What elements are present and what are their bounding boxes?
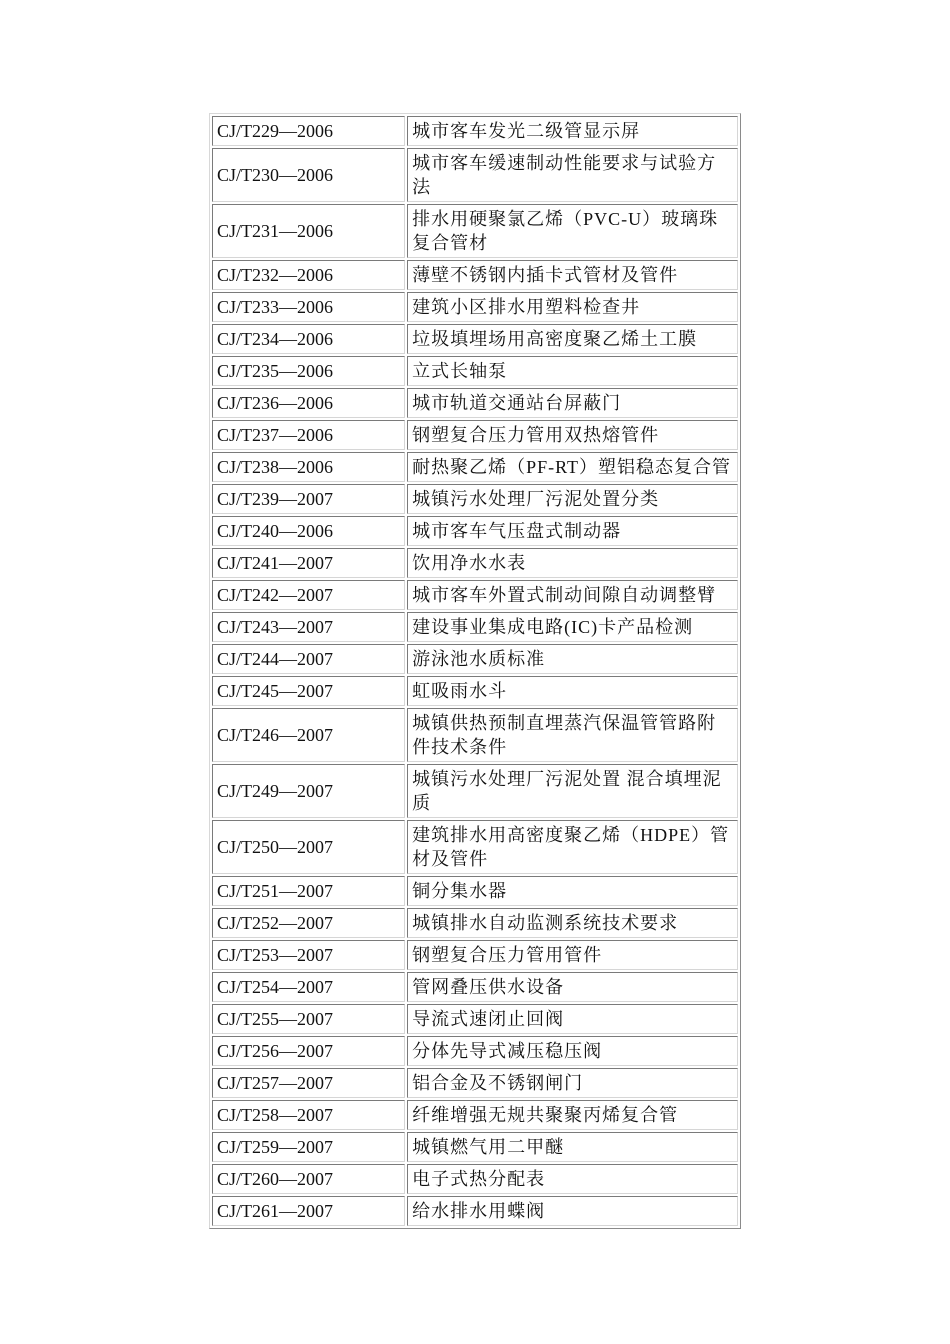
- standard-code-cell: CJ/T234—2006: [212, 324, 405, 354]
- standard-code-cell: CJ/T258—2007: [212, 1100, 405, 1130]
- standard-code-cell: CJ/T254—2007: [212, 972, 405, 1002]
- standard-code-cell: CJ/T244—2007: [212, 644, 405, 674]
- standard-code-cell: CJ/T232—2006: [212, 260, 405, 290]
- standard-title-cell: 城镇排水自动监测系统技术要求: [407, 908, 738, 938]
- standard-code-cell: CJ/T250—2007: [212, 820, 405, 874]
- standard-title-cell: 城市客车缓速制动性能要求与试验方法: [407, 148, 738, 202]
- standards-table-body: [212, 116, 738, 1226]
- standard-title-cell: 耐热聚乙烯（PF-RT）塑铝稳态复合管: [407, 452, 738, 482]
- standard-code-cell: CJ/T240—2006: [212, 516, 405, 546]
- table-row: [212, 356, 738, 386]
- standard-title-cell: 钢塑复合压力管用双热熔管件: [407, 420, 738, 450]
- table-row: [212, 676, 738, 706]
- table-row: [212, 1036, 738, 1066]
- table-row: [212, 548, 738, 578]
- table-row: [212, 1100, 738, 1130]
- table-row: [212, 1004, 738, 1034]
- standard-title-cell: 虹吸雨水斗: [407, 676, 738, 706]
- standard-title-cell: 铝合金及不锈钢闸门: [407, 1068, 738, 1098]
- table-row: [212, 388, 738, 418]
- table-row: [212, 876, 738, 906]
- table-row: [212, 324, 738, 354]
- standard-code-cell: CJ/T238—2006: [212, 452, 405, 482]
- table-row: [212, 1068, 738, 1098]
- standard-code-cell: CJ/T239—2007: [212, 484, 405, 514]
- standard-code-cell: CJ/T256—2007: [212, 1036, 405, 1066]
- table-row: [212, 116, 738, 146]
- standard-code-cell: CJ/T260—2007: [212, 1164, 405, 1194]
- standard-code-cell: CJ/T237—2006: [212, 420, 405, 450]
- table-row: [212, 940, 738, 970]
- table-row: [212, 292, 738, 322]
- standard-title-cell: 钢塑复合压力管用管件: [407, 940, 738, 970]
- standard-code-cell: CJ/T229—2006: [212, 116, 405, 146]
- standard-code-cell: CJ/T236—2006: [212, 388, 405, 418]
- table-row: [212, 820, 738, 874]
- standard-code-cell: CJ/T249—2007: [212, 764, 405, 818]
- standard-code-cell: CJ/T251—2007: [212, 876, 405, 906]
- standard-code-cell: CJ/T255—2007: [212, 1004, 405, 1034]
- standard-title-cell: 城镇燃气用二甲醚: [407, 1132, 738, 1162]
- standard-code-cell: CJ/T230—2006: [212, 148, 405, 202]
- standard-code-cell: CJ/T252—2007: [212, 908, 405, 938]
- table-row: [212, 764, 738, 818]
- table-row: [212, 516, 738, 546]
- standard-title-cell: 建筑小区排水用塑料检查井: [407, 292, 738, 322]
- standard-title-cell: 城镇污水处理厂污泥处置 混合填埋泥质: [407, 764, 738, 818]
- standard-title-cell: 饮用净水水表: [407, 548, 738, 578]
- table-row: [212, 148, 738, 202]
- standard-code-cell: CJ/T245—2007: [212, 676, 405, 706]
- standard-title-cell: 城市轨道交通站台屏蔽门: [407, 388, 738, 418]
- table-row: [212, 452, 738, 482]
- standard-code-cell: CJ/T235—2006: [212, 356, 405, 386]
- standard-code-cell: CJ/T241—2007: [212, 548, 405, 578]
- standard-title-cell: 立式长轴泵: [407, 356, 738, 386]
- standard-title-cell: 薄壁不锈钢内插卡式管材及管件: [407, 260, 738, 290]
- standards-table: [209, 113, 741, 1229]
- table-row: [212, 260, 738, 290]
- table-row: [212, 420, 738, 450]
- standard-title-cell: 分体先导式减压稳压阀: [407, 1036, 738, 1066]
- standard-code-cell: CJ/T243—2007: [212, 612, 405, 642]
- standard-code-cell: CJ/T259—2007: [212, 1132, 405, 1162]
- standard-code-cell: CJ/T257—2007: [212, 1068, 405, 1098]
- standard-code-cell: CJ/T253—2007: [212, 940, 405, 970]
- standard-code-cell: CJ/T242—2007: [212, 580, 405, 610]
- standard-title-cell: 电子式热分配表: [407, 1164, 738, 1194]
- standard-title-cell: 建设事业集成电路(IC)卡产品检测: [407, 612, 738, 642]
- standard-code-cell: CJ/T246—2007: [212, 708, 405, 762]
- standard-title-cell: 城镇污水处理厂污泥处置分类: [407, 484, 738, 514]
- standard-code-cell: CJ/T261—2007: [212, 1196, 405, 1226]
- table-row: [212, 1132, 738, 1162]
- standard-title-cell: 排水用硬聚氯乙烯（PVC-U）玻璃珠复合管材: [407, 204, 738, 258]
- table-row: [212, 484, 738, 514]
- standard-title-cell: 游泳池水质标准: [407, 644, 738, 674]
- standard-title-cell: 城市客车外置式制动间隙自动调整臂: [407, 580, 738, 610]
- standard-title-cell: 给水排水用蝶阀: [407, 1196, 738, 1226]
- table-row: [212, 1164, 738, 1194]
- standard-code-cell: CJ/T233—2006: [212, 292, 405, 322]
- table-row: [212, 644, 738, 674]
- table-row: [212, 580, 738, 610]
- standard-code-cell: CJ/T231—2006: [212, 204, 405, 258]
- standard-title-cell: 纤维增强无规共聚聚丙烯复合管: [407, 1100, 738, 1130]
- standard-title-cell: 铜分集水器: [407, 876, 738, 906]
- standard-title-cell: 建筑排水用高密度聚乙烯（HDPE）管材及管件: [407, 820, 738, 874]
- table-row: [212, 708, 738, 762]
- standard-title-cell: 垃圾填埋场用高密度聚乙烯土工膜: [407, 324, 738, 354]
- standard-title-cell: 管网叠压供水设备: [407, 972, 738, 1002]
- table-row: [212, 1196, 738, 1226]
- table-row: [212, 204, 738, 258]
- standard-title-cell: 城镇供热预制直埋蒸汽保温管管路附件技术条件: [407, 708, 738, 762]
- table-row: [212, 972, 738, 1002]
- standard-title-cell: 导流式速闭止回阀: [407, 1004, 738, 1034]
- standard-title-cell: 城市客车发光二级管显示屏: [407, 116, 738, 146]
- table-row: [212, 612, 738, 642]
- table-row: [212, 908, 738, 938]
- standard-title-cell: 城市客车气压盘式制动器: [407, 516, 738, 546]
